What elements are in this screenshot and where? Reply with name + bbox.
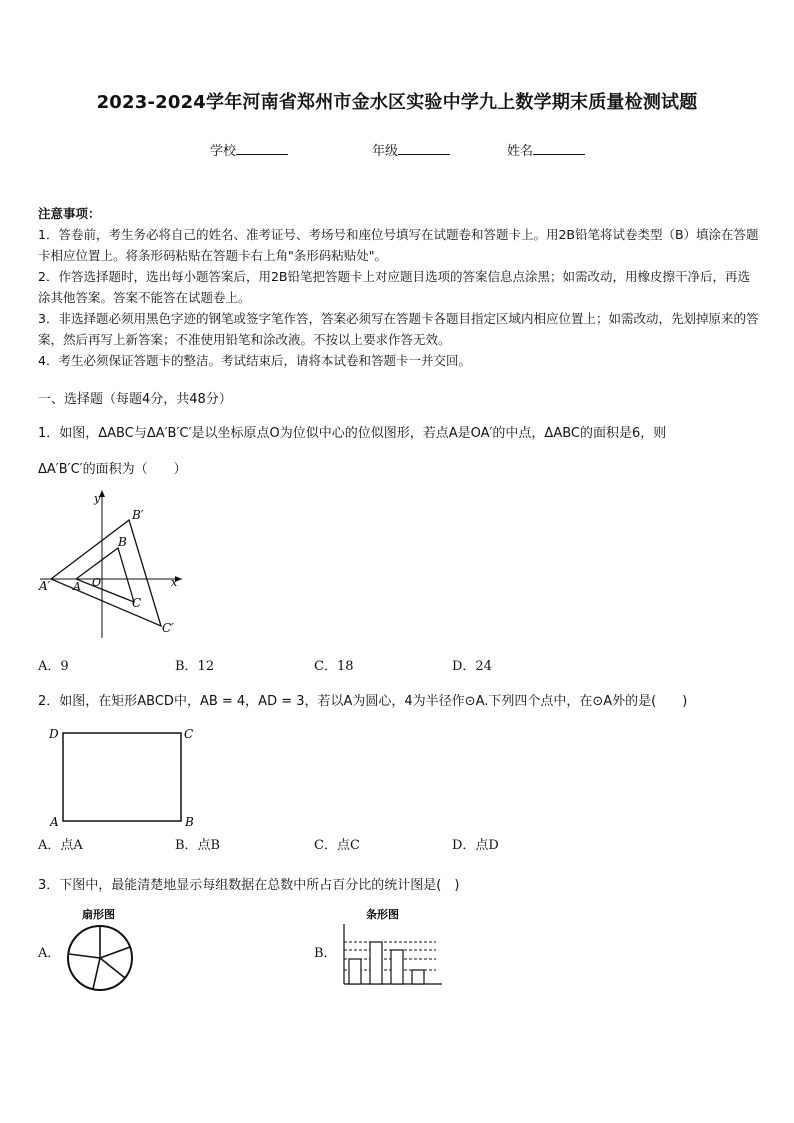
section-heading: 一、选择题（每题4分，共48分） xyxy=(38,392,232,407)
school-label: 学校 xyxy=(210,144,237,159)
grade-label: 年级 xyxy=(372,144,399,159)
q2-option-c[interactable]: C．点C xyxy=(314,838,360,853)
name-blank xyxy=(533,142,585,155)
pie-slice-line xyxy=(69,954,100,958)
point-a-prime: A′ xyxy=(39,579,51,593)
q1-option-d[interactable]: D．24 xyxy=(452,659,492,674)
question-2-figure xyxy=(46,724,196,828)
pie-chart-figure xyxy=(62,904,146,992)
question-1-line1: 1．如图，ΔABC与ΔA′B′C′是以坐标原点O为位似中心的位似图形，若点A是OA′的中点，ΔABC的面积是6，则 xyxy=(38,426,667,441)
q1-option-c[interactable]: C．18 xyxy=(314,659,354,674)
question-2: 2．如图，在矩形ABCD中，AB = 4，AD = 3，若以A为圆心，4为半径作⊙A.下列四个点中，在⊙A外的是( ) xyxy=(38,694,688,709)
notes-block xyxy=(38,203,760,371)
bar-chart-figure xyxy=(338,904,448,992)
bar-title: 条形图 xyxy=(366,908,399,921)
grade-field xyxy=(372,140,450,159)
grade-blank xyxy=(398,142,450,155)
school-field xyxy=(210,140,288,159)
point-b-prime: B′ xyxy=(132,508,144,522)
question-1-line2: ΔA′B′C′的面积为（ ） xyxy=(38,462,187,477)
q1-option-b[interactable]: B．12 xyxy=(175,659,215,674)
notes-heading: 注意事项： xyxy=(38,206,101,221)
note-item: 3．非选择题必须用黑色字迹的钢笔或签字笔作答，答案必须写在答题卡各题目指定区域内相应位置上；如需改动，先划掉原来的答案，然后再写上新答案；不准使用铅笔和涂改液。不按以上要求作答无效。 xyxy=(38,311,759,347)
note-item: 4．考生必须保证答题卡的整洁。考试结束后，请将本试卷和答题卡一并交回。 xyxy=(38,353,471,368)
bar-2 xyxy=(370,942,382,984)
pie-slice-line xyxy=(100,958,125,978)
q1-option-a[interactable]: A．9 xyxy=(38,659,69,674)
point-a: A xyxy=(73,580,81,593)
bar-4 xyxy=(412,970,424,984)
q2-option-b[interactable]: B．点B xyxy=(175,838,221,853)
pie-title: 扇形图 xyxy=(82,908,115,921)
note-item: 2．作答选择题时，选出每小题答案后，用2B铅笔把答题卡上对应题目选项的答案信息点涂黑；如需改动，用橡皮擦干净后，再选涂其他答案。答案不能答在试题卷上。 xyxy=(38,269,750,305)
pie-slice-line xyxy=(93,958,100,989)
q3-option-b[interactable]: B． xyxy=(314,946,337,961)
vertex-c: C xyxy=(184,727,194,741)
point-o: O xyxy=(92,576,102,589)
point-c-prime: C′ xyxy=(162,621,174,635)
rectangle-abcd xyxy=(63,733,181,821)
page-title: 2023-2024学年河南省郑州市金水区实验中学九上数学期末质量检测试题 xyxy=(96,92,698,113)
point-c: C xyxy=(132,596,142,610)
q2-option-d[interactable]: D．点D xyxy=(452,838,499,853)
point-b: B xyxy=(118,535,127,549)
q3-option-a[interactable]: A． xyxy=(38,946,61,961)
vertex-b: B xyxy=(185,815,194,828)
bar-3 xyxy=(391,950,403,984)
bar-1 xyxy=(349,959,361,984)
pie-slice-line xyxy=(100,947,130,958)
x-label: x xyxy=(171,576,178,589)
name-label: 姓名 xyxy=(507,144,534,159)
triangle-abc-prime xyxy=(51,520,161,626)
y-label: y xyxy=(94,492,101,505)
vertex-a: A xyxy=(50,815,59,828)
school-blank xyxy=(236,142,288,155)
name-field xyxy=(507,140,585,159)
note-item: 1．答卷前，考生务必将自己的姓名、准考证号、考场号和座位号填写在试题卷和答题卡上。用2B铅笔将试卷类型（B）填涂在答题卡相应位置上。将条形码粘贴在答题卡右上角"条形码粘贴处"。 xyxy=(38,227,759,263)
q2-option-a[interactable]: A．点A xyxy=(38,838,83,853)
question-1-figure xyxy=(36,486,186,642)
vertex-d: D xyxy=(49,727,59,741)
question-3: 3．下图中，最能清楚地显示每组数据在总数中所占百分比的统计图是( ) xyxy=(38,878,460,893)
